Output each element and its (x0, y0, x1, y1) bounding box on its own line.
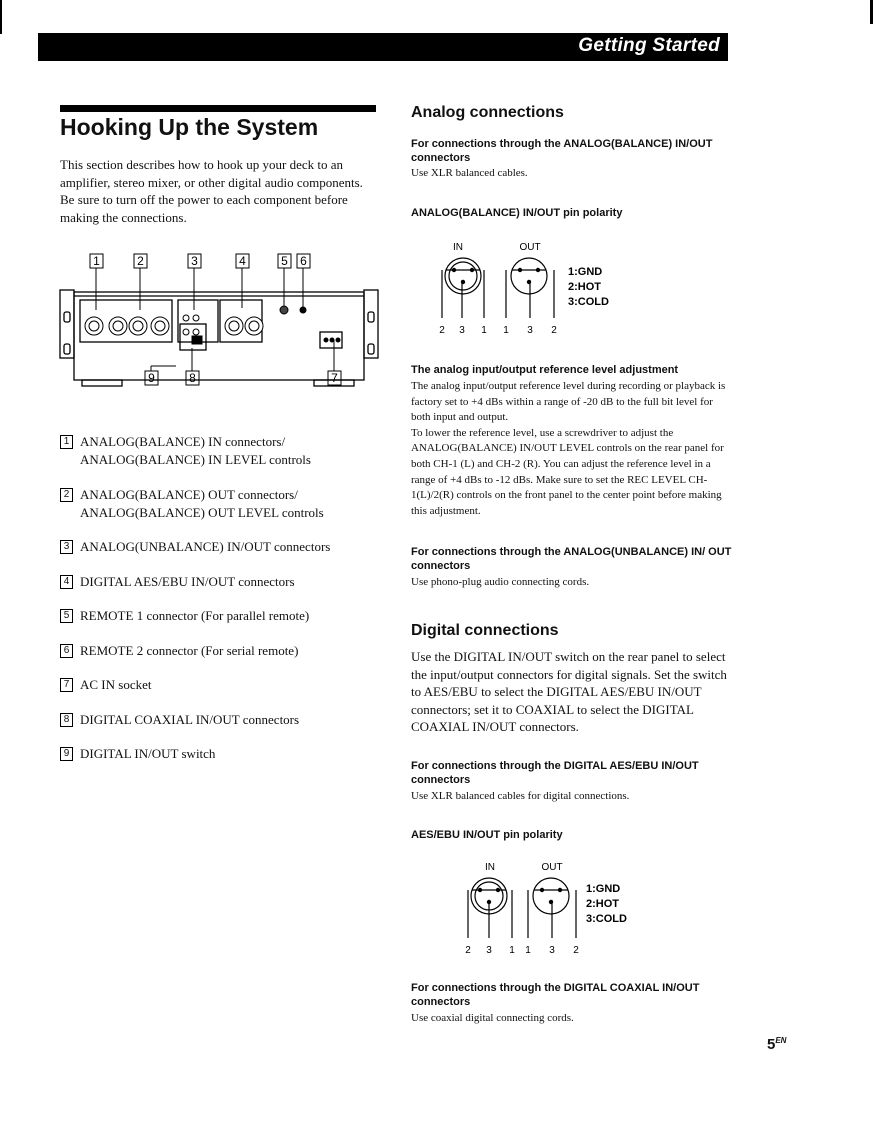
out-pin-label: 2 (573, 945, 579, 956)
callout-text: ANALOG(BALANCE) OUT connectors/ ANALOG(BALANCE) OUT LEVEL controls (80, 487, 324, 520)
callout-label: 1 (93, 254, 100, 268)
callout-item-9 (60, 745, 380, 763)
callout-item-5 (60, 607, 380, 625)
callout-number: 3 (60, 540, 73, 554)
analog-balance-heading: For connections through the ANALOG(BALANCE) IN/OUT connectors (411, 138, 713, 164)
callout-item-1 (60, 433, 380, 468)
callout-label: 7 (331, 371, 338, 385)
in-pin-label: 2 (439, 325, 445, 336)
in-pin-label: 1 (481, 325, 487, 336)
callout-label: 2 (137, 254, 144, 268)
xlr-connectors (85, 306, 340, 344)
pin-legend-hot: 2:HOT (586, 898, 619, 910)
callout-label: 9 (148, 371, 155, 385)
callout-text: DIGITAL COAXIAL IN/OUT connectors (80, 712, 300, 727)
callout-number: 1 (60, 435, 73, 449)
digital-intro: Use the DIGITAL IN/OUT switch on the rear panel to select the input/output connectors for digital signals. Set the switch to AES/EBU to select the DIGITAL AES/EBU IN/OUT connectors; set it to COAXIAL to select the DIGITAL COAXIAL IN/OUT connectors. (411, 649, 727, 734)
callout-box-3 (188, 254, 201, 268)
page-number (767, 1036, 786, 1053)
rear-panel-diagram (58, 248, 383, 398)
in-pin-label: 2 (465, 945, 471, 956)
callout-text: REMOTE 2 connector (For serial remote) (80, 643, 299, 658)
callout-label: 6 (300, 254, 307, 268)
callout-box-2 (134, 254, 147, 268)
callout-number: 8 (60, 713, 73, 727)
in-label: IN (485, 862, 495, 873)
pin-legend-gnd: 1:GND (568, 266, 603, 278)
analog-polarity-heading: ANALOG(BALANCE) IN/OUT pin polarity (411, 207, 623, 219)
callout-label: 8 (189, 371, 196, 385)
callout-number: 9 (60, 747, 73, 761)
page-number-value: 5 (767, 1036, 776, 1053)
callout-item-4 (60, 573, 380, 591)
pin-legend-gnd: 1:GND (586, 883, 621, 895)
callout-number: 7 (60, 678, 73, 692)
aes-text: Use XLR balanced cables for digital connections. (411, 790, 630, 802)
in-pin-label: 3 (459, 325, 465, 336)
analog-unbalance-heading: For connections through the ANALOG(UNBALANCE) IN/ OUT connectors (411, 546, 732, 572)
intro-paragraph: This section describes how to hook up your deck to an amplifier, stereo mixer, or other digital audio components. Be sure to turn off the power to each component before making the connections. (60, 157, 363, 225)
in-label: IN (453, 242, 463, 253)
callout-box-9 (145, 371, 158, 385)
out-pin-label: 1 (525, 945, 531, 956)
callout-item-8 (60, 711, 380, 729)
aes-polarity-heading: AES/EBU IN/OUT pin polarity (411, 829, 563, 841)
aes-heading: For connections through the DIGITAL AES/EBU IN/OUT connectors (411, 760, 699, 786)
section-header-title: Getting Started (578, 35, 720, 56)
callout-number: 6 (60, 644, 73, 658)
callout-label: 3 (191, 254, 198, 268)
section-header-bar (38, 33, 728, 61)
out-pin-label: 1 (503, 325, 509, 336)
callout-box-6 (297, 254, 310, 268)
pin-legend-cold: 3:COLD (568, 296, 609, 308)
callout-text: ANALOG(BALANCE) IN connectors/ ANALOG(BALANCE) IN LEVEL controls (80, 434, 311, 467)
title-rule (60, 105, 376, 112)
level-adjust-heading: The analog input/output reference level adjustment (411, 364, 679, 376)
callout-text: ANALOG(UNBALANCE) IN/OUT connectors (80, 539, 331, 554)
out-pin-label: 3 (527, 325, 533, 336)
callout-number: 2 (60, 488, 73, 502)
pin-legend-cold: 3:COLD (586, 913, 627, 925)
callout-number: 4 (60, 575, 73, 589)
page-number-suffix: EN (775, 1036, 787, 1045)
page-title: Hooking Up the System (60, 114, 319, 140)
callout-label: 4 (239, 254, 246, 268)
digital-section-title: Digital connections (411, 622, 559, 639)
callout-text: DIGITAL AES/EBU IN/OUT connectors (80, 574, 295, 589)
aes-pin-polarity-figure (458, 858, 658, 960)
callout-text: DIGITAL IN/OUT switch (80, 746, 216, 761)
callout-text: REMOTE 1 connector (For parallel remote) (80, 608, 310, 623)
out-pin-label: 3 (549, 945, 555, 956)
callout-box-4 (236, 254, 249, 268)
callout-box-8 (186, 371, 199, 385)
callout-box-1 (90, 254, 103, 268)
callout-item-6 (60, 642, 380, 660)
analog-pin-polarity-figure (436, 238, 636, 340)
analog-balance-text: Use XLR balanced cables. (411, 167, 528, 179)
analog-section-title: Analog connections (411, 104, 564, 121)
callout-label: 5 (281, 254, 288, 268)
callout-item-7 (60, 676, 380, 694)
page-edge-mark-left (0, 0, 2, 34)
out-label: OUT (541, 862, 563, 873)
coax-text: Use coaxial digital connecting cords. (411, 1012, 574, 1024)
out-label: OUT (519, 242, 541, 253)
callout-item-2 (60, 486, 380, 521)
callout-box-5 (278, 254, 291, 268)
page-edge-mark-right (870, 0, 873, 24)
coax-heading: For connections through the DIGITAL COAXIAL IN/OUT connectors (411, 982, 700, 1008)
in-pin-label: 1 (509, 945, 515, 956)
callout-number: 5 (60, 609, 73, 623)
in-pin-label: 3 (486, 945, 492, 956)
pin-legend-hot: 2:HOT (568, 281, 601, 293)
level-adjust-text: The analog input/output reference level during recording or playback is factory set to +4 dBs within a range of -20 dB to the full bit level for both input and output. To lower the reference level, use a screwdriver to adjust the ANALOG(BALANCE) IN/OUT LEVEL controls on the rear panel for both CH-1 (L) and CH-2 (R). You can adjust the reference level in a range of +4 dBs to -12 dBs. Make sure to set the REC LEVEL CH-1(L)/2(R) controls on the front panel to the center point before making this adjustment. (411, 380, 726, 517)
callout-text: AC IN socket (80, 677, 152, 692)
callout-item-3 (60, 538, 380, 556)
out-pin-label: 2 (551, 325, 557, 336)
analog-unbalance-text: Use phono-plug audio connecting cords. (411, 576, 590, 588)
callout-box-7 (328, 371, 341, 385)
